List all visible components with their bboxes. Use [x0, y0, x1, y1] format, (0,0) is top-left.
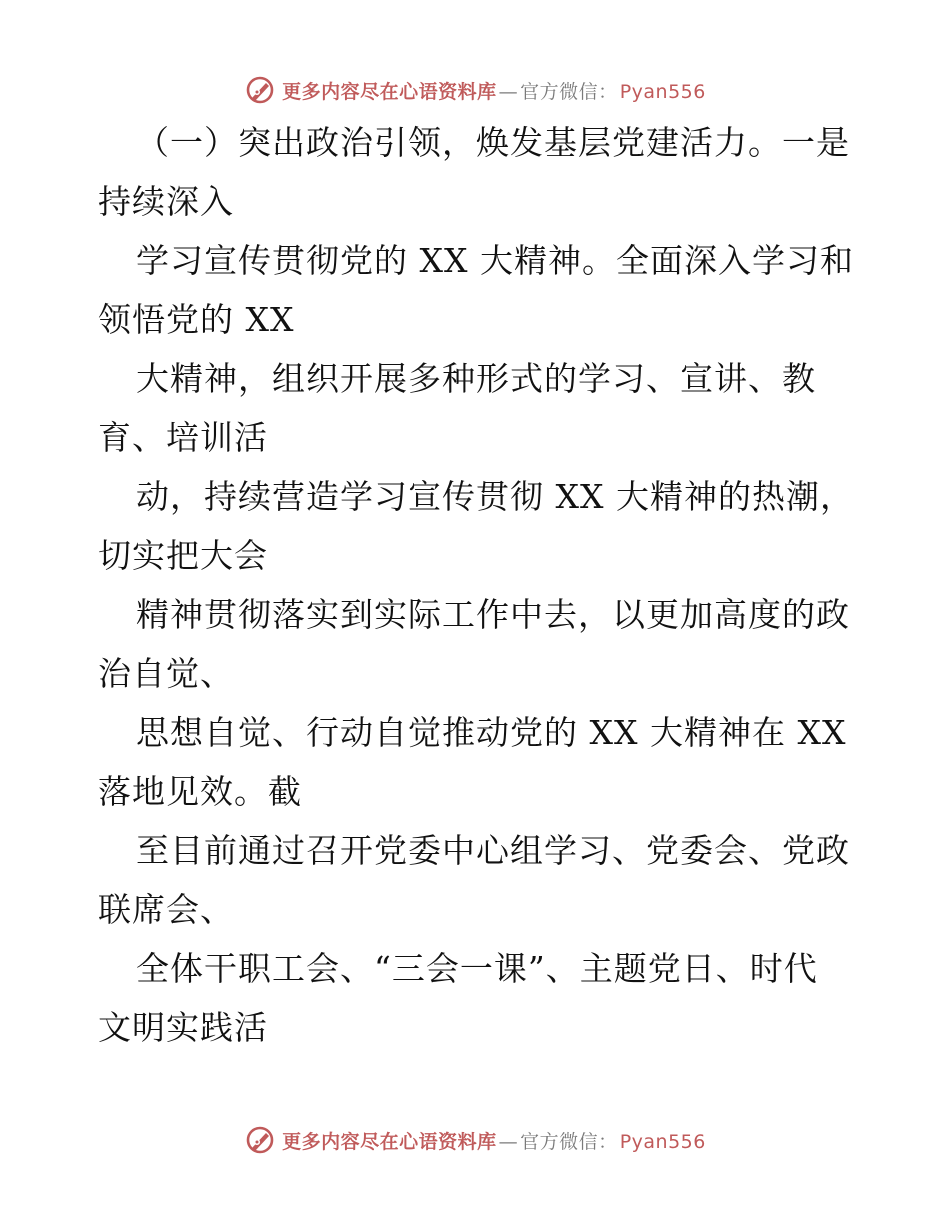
text-line: 动，持续营造学习宣传贯彻 XX 大精神的热潮， [136, 477, 854, 516]
text-line: 治自觉、 [98, 654, 234, 693]
pen-circle-logo-icon [244, 74, 276, 106]
text-line: 至目前通过召开党委中心组学习、党委会、党政 [136, 831, 850, 870]
banner-separator: — [498, 1130, 519, 1153]
banner-separator: — [498, 80, 519, 103]
text-line: （一）突出政治引领，焕发基层党建活力。一是 [136, 123, 850, 162]
text-line: 持续深入 [98, 182, 234, 221]
pen-circle-logo-icon [244, 1124, 276, 1156]
text-line: 思想自觉、行动自觉推动党的 XX 大精神在 XX [136, 713, 847, 752]
text-line: 精神贯彻落实到实际工作中去，以更加高度的政 [136, 595, 850, 634]
text-line: 切实把大会 [98, 536, 268, 575]
banner-wechat-id: Pyan556 [619, 80, 706, 103]
text-line: 全体干职工会、“三会一课”、主题党日、时代 [136, 949, 818, 988]
banner-main-text: 更多内容尽在心语资料库 [282, 1130, 497, 1153]
banner-wechat-id: Pyan556 [619, 1130, 706, 1153]
text-line: 育、培训活 [98, 418, 268, 457]
text-line: 大精神，组织开展多种形式的学习、宣讲、教 [136, 359, 816, 398]
text-line: 文明实践活 [98, 1008, 268, 1047]
header-watermark [0, 70, 950, 110]
banner-main-text: 更多内容尽在心语资料库 [282, 80, 497, 103]
text-line: 学习宣传贯彻党的 XX 大精神。全面深入学习和 [136, 241, 854, 280]
text-line: 落地见效。截 [98, 772, 302, 811]
footer-watermark [0, 1120, 950, 1160]
text-line: 联席会、 [98, 890, 234, 929]
banner-label: 官方微信： [520, 1130, 618, 1153]
text-line: 领悟党的 XX [98, 300, 295, 339]
banner-label: 官方微信： [520, 80, 618, 103]
